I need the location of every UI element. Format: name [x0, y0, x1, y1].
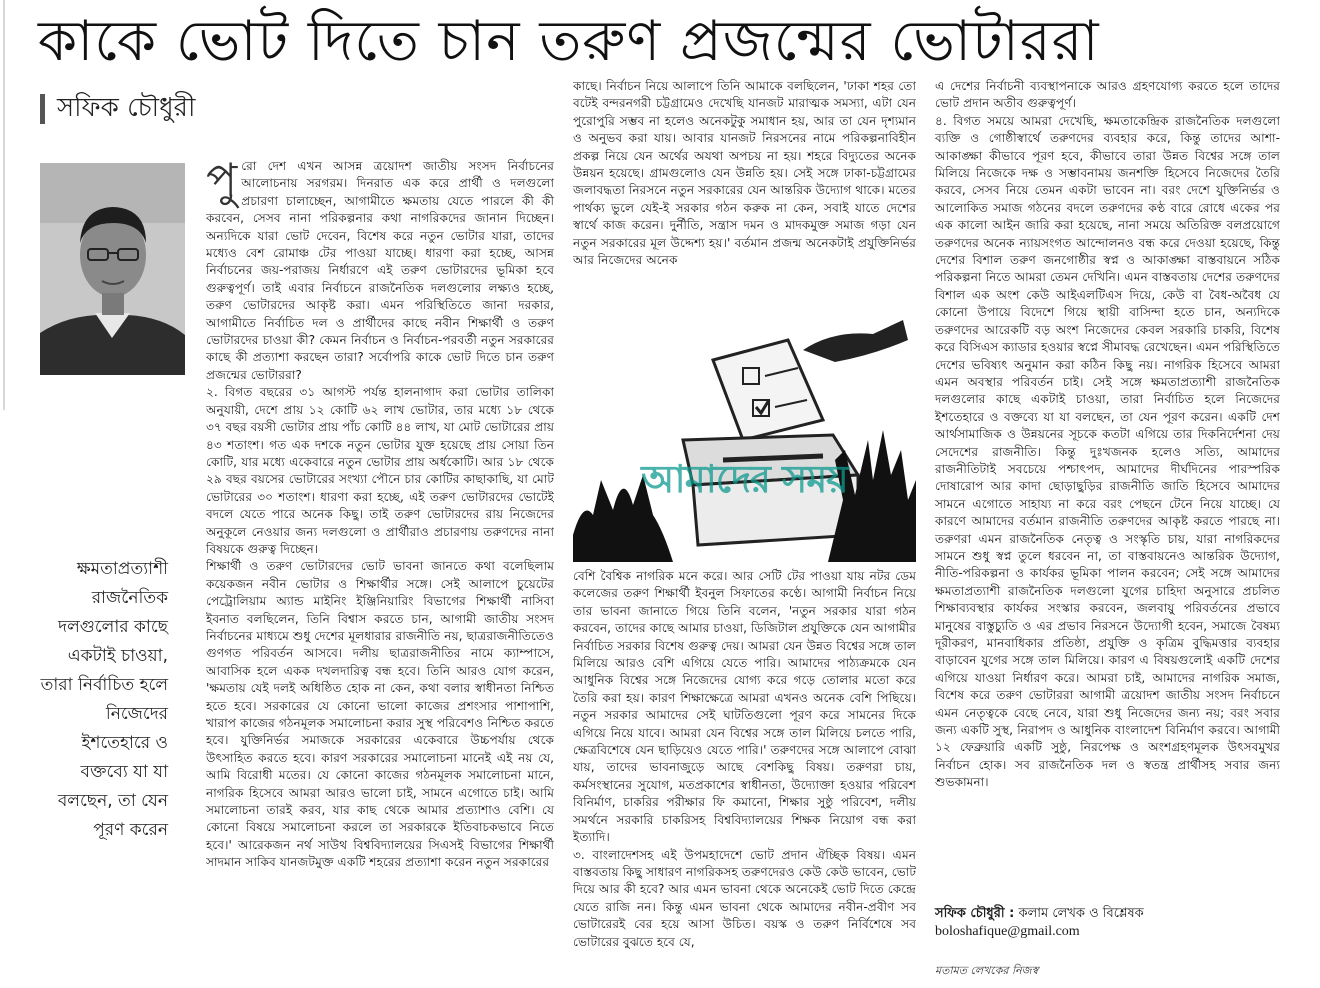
paragraph: এ দেশের নির্বাচনী ব্যবস্থাপনাকে আরও গ্রহণযোগ্য করতে হলে তাদের ভোট প্রদান অতীব গুরুত্বপূর্ণ।	[935, 79, 1280, 111]
author-note	[935, 905, 1280, 923]
paragraph: কাছে। নির্বাচন নিয়ে আলাপে তিনি আমাকে বলছিলেন, 'ঢাকা শহর তো বটেই বন্দরনগরী চট্টগ্রামেও দেখেছি যানজট মারাত্মক সমস্যা, এটা যেন পুরোপুরি সম্ভব না হলেও অনেকটুকু সমাধান হয়, আর তা যেন দৃশ্যমান ও অনুভব করা যায়। আবার যানজট নিরসনের নামে পরিকল্পনাবিহীন প্রকল্প নিয়ে যেন অর্থের অযথা অপচয় না হয়। শহরে বিদ্যুতের অনেক উন্নয়ন হয়েছে। গ্রামগুলোও যেন উন্নতি হয়। সেই সঙ্গে ঢাকা-চট্টগ্রামের জলাবদ্ধতা নিরসনে নতুন সরকারের যেন আন্তরিক উদ্যোগ থাকে। মতের পার্থক্য ভুলে যেই-ই সরকার গঠন করুক না কেন, সবাই যাতে দেশের স্বার্থে কাজ করেন। দুর্নীতি, সন্ত্রাস দমন ও মাদকমুক্ত সমাজ গড়া যেন নতুন সরকারের মূল উদ্দেশ্য হয়।' বর্তমান প্রজন্ম অনেকটাই প্রযুক্তিনির্ভর আর নিজেদের অনেক	[573, 79, 916, 268]
article-column-2-bottom	[573, 568, 916, 980]
author-note-role: কলাম লেখক ও বিশ্লেষক	[1018, 906, 1144, 921]
paragraph: ২. বিগত বছরের ৩১ আগস্ট পর্যন্ত হালনাগাদ করা ভোটার তালিকা অনুযায়ী, দেশে প্রায় ১২ কোটি ৬২ লাখ ভোটার, তার মধ্যে ১৮ থেকে ৩৭ বছর বয়সী ভোটার প্রায় পাঁচ কোটি ৪৪ লাখ, যা মোট ভোটারের প্রায় ৪৩ শতাংশ। গত এক দশকে নতুন ভোটার যুক্ত হয়েছে প্রায় সোয়া তিন কোটি, যার মধ্যে একেবারে নতুন ভোটার প্রায় অর্ধকোটি। আর ১৮ থেকে ২৯ বছর বয়সের ভোটারের সংখ্যা পৌনে চার কোটির কাছাকাছি, যা মোট ভোটারের ৩০ শতাংশ। ধারণা করা হচ্ছে, এই তরুণ ভোটারদের ভোটেই বদলে যেতে পারে অনেক কিছু। তাই তরুণ ভোটারদের রায় নিজেদের অনুকূলে নেওয়ার জন্য দলগুলো ও প্রার্থীরাও প্রচারণায় তরুণদের নানা বিষয়কে গুরুত্ব দিচ্ছেন।	[206, 385, 554, 556]
byline-bar	[40, 94, 45, 124]
author-email[interactable]: boloshafique@gmail.com	[935, 924, 1080, 939]
author-note-name: সফিক চৌধুরী :	[935, 906, 1015, 921]
paragraph: ৩. বাংলাদেশসহ এই উপমহাদেশে ভোট প্রদান ঐচ্ছিক বিষয়। এমন বাস্তবতায় কিছু সাধারণ নাগরিকসহ তরুণদেরও কেউ কেউ ভাবেন, ভোট দিয়ে আর কী হবে? আর এমন ভাবনা থেকে অনেকেই ভোট দিতে কেন্দ্রে যেতে রাজি নন। কিন্তু এমন ভাবনা থেকে আমাদের নবীন-প্রবীণ সব ভোটারেরই বের হয়ে আসা উচিত। বয়স্ক ও তরুণ নির্বিশেষে সব ভোটারের বুঝতে হবে যে,	[573, 847, 916, 949]
opinion-disclaimer: মতামত লেখকের নিজস্ব	[935, 964, 1039, 977]
author-name: সফিক চৌধুরী	[57, 93, 196, 123]
paragraph: বেশি বৈশ্বিক নাগরিক মনে করে। আর সেটি টের পাওয়া যায় নটর ডেম কলেজের তরুণ শিক্ষার্থী ইবনুল সিফাতের কণ্ঠে। আগামী নির্বাচন নিয়ে তার ভাবনা জানাতে গিয়ে তিনি বলেন, 'নতুন সরকার যারা গঠন করবেন, তাদের কাছে আমার চাওয়া, ডিজিটাল প্রযুক্তিকে যেন আগামীর নির্বাচিত সরকার বিশেষ গুরুত্ব দেয়। আমরা যেন উন্নত বিশ্বের সঙ্গে তাল মিলিয়ে আরও বেশি এগিয়ে যেতে পারি। আমাদের পাঠ্যক্রমকে যেন আধুনিক বিশ্বের সঙ্গে নিজেদের যোগ্য করে গড়ে তোলার মতো করে তৈরি করা হয়। কারণ শিক্ষাক্ষেত্রে আমরা এখনও অনেক বেশি পিছিয়ে। নতুন সরকার আমাদের সেই ঘাটতিগুলো পূরণ করে সামনের দিকে এগিয়ে নিয়ে যাবে। আমরা যেন বিশ্বের সঙ্গে তাল মিলিয়ে চলতে পারি, ক্ষেত্রবিশেষে যেন ছাড়িয়েও যেতে পারি।' তরুণদের সঙ্গে আলাপে বোঝা যায়, তাদের ভাবনাজুড়ে আছে বেশকিছু বিষয়। তরুণরা চায়, কর্মসংস্থানের সুযোগ, মতপ্রকাশের স্বাধীনতা, উদ্যোক্তা হওয়ার পরিবেশ বিনির্মাণ, চাকরির পরীক্ষার ফি কমানো, শিক্ষার সুষ্ঠু পরিবেশ, দলীয় সমর্থনে সরকারি চাকরিসহ বিশ্ববিদ্যালয়ের শিক্ষক নিয়োগ বন্ধ করা ইত্যাদি।	[573, 569, 916, 845]
watermark: আমাদের সময়	[641, 457, 848, 501]
paragraph: শিক্ষার্থী ও তরুণ ভোটারদের ভোট ভাবনা জানতে কথা বলেছিলাম কয়েকজন নবীন ভোটার ও শিক্ষার্থীর সঙ্গে। সেই আলাপে চুয়েটের পেট্রোলিয়াম অ্যান্ড মাইনিং ইঞ্জিনিয়ারিং বিভাগের শিক্ষার্থী নাসিবা ইবনাত বলছিলেন, তিনি বিশ্বাস করতে চান, আগামী জাতীয় সংসদ নির্বাচনের মাধ্যমে শুধু দেশের মূলধারার রাজনীতি নয়, ছাত্ররাজনীতিতেও গুণগত পরিবর্তন আসবে। দলীয় ছাত্ররাজনীতির নামে ক্যাম্পাসে, আবাসিক হলে একক দখলদারিত্ব বন্ধ হবে। তিনি আরও যোগ করেন, 'ক্ষমতায় যেই দলই অধিষ্ঠিত হোক না কেন, কথা বলার স্বাধীনতা নিশ্চিত হতে হবে। সরকারের যে কোনো ভালো কাজের প্রশংসার পাশাপাশি, খারাপ কাজের গঠনমূলক সমালোচনা করার সুস্থ পরিবেশও নিশ্চিত করতে হবে। যুক্তিনির্ভর সমাজকে সরকারের একেবারে উচ্চপর্যায় থেকে উৎসাহিত করতে হবে। কারণ সরকারের সমালোচনা মানেই এই নয় যে, আমি বিরোধী মতের। যে কোনো কাজের গঠনমূলক সমালোচনা মানে, নাগরিক হিসেবে আমরা আরও ভালো চাই, সামনে এগোতে চাই। আমি সমালোচনা তারই করব, যার কাছ থেকে আমার প্রত্যাশাও বেশি। যে কোনো বিষয়ে সমালোচনা করলে তা সরকারকে ইতিবাচকভাবে নিতে হবে।' আরেকজন নর্থ সাউথ বিশ্ববিদ্যালয়ের সিএসই বিভাগের শিক্ষার্থী সাদমান সাকিব যানজটমুক্ত একটি শহরের প্রত্যাশা করেন নতুন সরকারের	[206, 559, 554, 870]
ballot-illustration	[573, 300, 916, 562]
headline: কাকে ভোট দিতে চান তরুণ প্রজন্মের ভোটাররা	[38, 9, 1100, 74]
article-column-3	[935, 78, 1280, 898]
ballot-box-image	[573, 300, 916, 562]
byline	[40, 93, 195, 125]
article-column-2-top	[573, 78, 916, 296]
author-portrait-image	[40, 163, 185, 375]
pull-quote: ক্ষমতাপ্রত্যাশী রাজনৈতিক দলগুলোর কাছে একটাই চাওয়া, তারা নির্বাচিত হলে নিজেদের ইশতেহারে ও বক্তব্যে যা যা বলছেন, তা যেন পূরণ করেন	[40, 559, 168, 840]
paragraph: রো দেশ এখন আসন্ন ত্রয়োদশ জাতীয় সংসদ নির্বাচনের আলোচনায় সরগরম। দিনরাত এক করে প্রার্থী ও দলগুলো প্রচারণা চালাচ্ছেন, আগামীতে ক্ষমতায় যেতে পারলে কী কী করবেন, সেসব নানা পরিকল্পনার কথা নাগরিকদের জানান দিচ্ছেন। অন্যদিকে যারা ভোট দেবেন, বিশেষ করে নতুন ভোটার যারা, তাদের মধ্যেও বেশ রোমাঞ্চ টের পাওয়া যাচ্ছে। ধারণা করা হচ্ছে, আসন্ন নির্বাচনের জয়-পরাজয় নির্ধারণে এই তরুণ ভোটারদের ভূমিকা হবে গুরুত্বপূর্ণ। তাই এবার নির্বাচনে রাজনৈতিক দলগুলোর লক্ষ্যও হচ্ছে, তরুণ ভোটারদের আকৃষ্ট করা। এমন পরিস্থিতিতে জানা দরকার, আগামীতে নির্বাচিত দল ও প্রার্থীদের কাছে নবীন শিক্ষার্থী ও তরুণ ভোটারদের চাওয়া কী? কেমন নির্বাচন ও নির্বাচন-পরবর্তী নতুন সরকারের কাছে কী প্রত্যাশা করছেন তারা? সর্বোপরি কাকে ভোট দিতে চান তরুণ প্রজন্মের ভোটাররা?	[206, 159, 554, 382]
page-edge-line	[3, 0, 5, 410]
paragraph: ৪. বিগত সময়ে আমরা দেখেছি, ক্ষমতাকেন্দ্রিক রাজনৈতিক দলগুলো ব্যক্তি ও গোষ্ঠীস্বার্থে তরুণদের ব্যবহার করে, কিন্তু তাদের আশা-আকাঙ্ক্ষা কীভাবে পূরণ হবে, কীভাবে তারা উন্নত বিশ্বের সঙ্গে তাল মিলিয়ে নিজেকে দক্ষ ও সম্ভাবনাময় জনশক্তি হিসেবে নিজেদের তৈরি করবে, সেসব নিয়ে তেমন একটা ভাবেন না। বরং দেশে যুক্তিনির্ভর ও আলোকিত সমাজ গঠনের বদলে তরুণদের কণ্ঠ বারে রোধে একের পর এক কালো আইন জারি করা হয়েছে, নানা সময়ে অতিরিক্ত বলপ্রয়োগে তরুণদের অনেক ন্যায়সংগত আন্দোলনও বন্ধ করে দেওয়া হয়েছে, কিন্তু দেশের বিশাল তরুণ জনগোষ্ঠীর স্বপ্ন ও আকাঙ্ক্ষা বাস্তবায়নে সঠিক পরিকল্পনা নিতে আমরা তেমন দেখিনি। এমন বাস্তবতায় দেশের তরুণদের বিশাল এক অংশ কেউ আইএলটিএস দিয়ে, কেউ বা বৈধ-অবৈধ যে কোনো উপায়ে বিদেশে গিয়ে স্থায়ী বাসিন্দা হতে চান, অন্যদিকে তরুণদের আরেকটি বড় অংশ নিজেদের কেবল সরকারি চাকরি, বিশেষ করে বিসিএস ক্যাডার হওয়ার স্বপ্নে সীমাবদ্ধ রেখেছেন। এমন পরিস্থিতিতে দেশের ভবিষ্যৎ অনুমান করা কঠিন কিছু নয়। নাগরিক হিসেবে আমরা এমন অবস্থার পরিবর্তন চাই। সেই সঙ্গে ক্ষমতাপ্রত্যাশী রাজনৈতিক দলগুলোর কাছে একটাই চাওয়া, তারা নির্বাচিত হলে নিজেদের ইশতেহারে ও বক্তব্যে যা যা বলছেন, তা যেন পূরণ করেন। একটি দেশ আর্থসামাজিক ও উন্নয়নের সূচকে কতটা এগিয়ে তার দিকনির্দেশনা দেয় সেদেশের রাজনীতি। কিন্তু দুঃখজনক হলেও সত্যি, আমাদের রাজনীতিটাই সবচেয়ে পশ্চাৎপদ, আমাদের দীর্ঘদিনের পারস্পরিক দোষারোপ আর কাদা ছোড়াছুড়ির রাজনীতি জাতি হিসেবে আমাদের সামনে এগোতে সাহায্য না করে বরং পেছনে টেনে নিয়ে যাচ্ছে। যে কারণে আমাদের বর্তমান রাজনীতি তরুণদের আকৃষ্ট করতে পারছে না। তরুণরা এমন রাজনৈতিক নেতৃত্ব ও সংস্কৃতি চায়, যারা নাগরিকদের সামনে শুধু স্বপ্ন তুলে ধরবেন না, তা বাস্তবায়নেও আন্তরিক উদ্যোগ, নীতি-পরিকল্পনা ও কার্যকর ভূমিকা পালন করবেন; সেই সঙ্গে আমাদের ক্ষমতাপ্রত্যাশী রাজনৈতিক দলগুলো যুগের চাহিদা অনুসারে প্রচলিত শিক্ষাব্যবস্থার কার্যকর সংস্কার করবেন, জলবায়ু পরিবর্তনের প্রভাবে মানুষের বাস্তুচ্যুতি ও এর প্রভাব নিরসনে উদ্যোগী হবেন, সমাজে বৈষম্য দূরীকরণ, মানবাধিকার প্রতিষ্ঠা, প্রযুক্তি ও কৃত্রিম বুদ্ধিমত্তার ব্যবহার বাড়াবেন যুগের সঙ্গে তাল মিলিয়ে। কারণ এ বিষয়গুলোই একটি দেশের এগিয়ে যাওয়া নির্ধারণ করে। আমরা চাই, আমাদের নাগরিক সমাজ, বিশেষ করে তরুণ ভোটাররা আগামী ত্রয়োদশ জাতীয় সংসদ নির্বাচনে এমন নেতৃত্বকে বেছে নেবে, যারা শুধু নিজেদের জন্য নয়; বরং সবার জন্য একটি সুস্থ, নিরাপদ ও আধুনিক বাংলাদেশ বিনির্মাণ করবে। আগামী ১২ ফেব্রুয়ারি একটি সুষ্ঠু, নিরপেক্ষ ও অংশগ্রহণমূলক উৎসবমুখর নির্বাচন হোক। সব রাজনৈতিক দল ও স্বতন্ত্র প্রার্থীসহ সবার জন্য শুভকামনা।	[935, 113, 1280, 790]
article-column-1	[206, 158, 554, 978]
drop-cap: পু	[206, 158, 238, 207]
author-photo	[40, 163, 185, 375]
